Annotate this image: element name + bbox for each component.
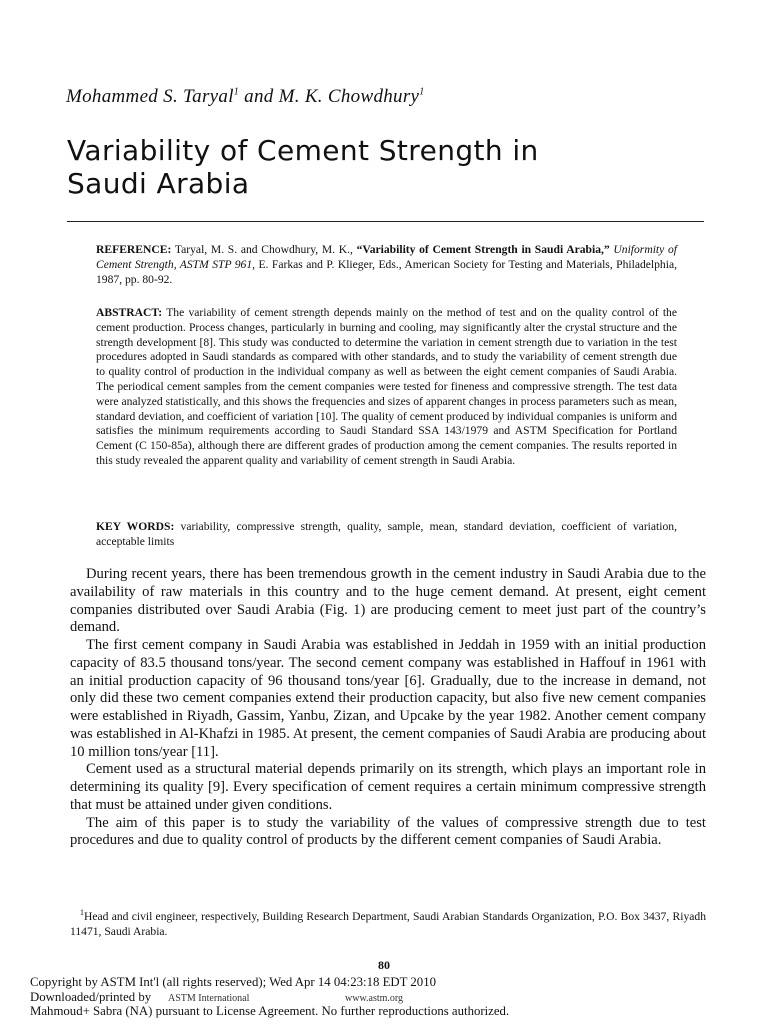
body-text bbox=[70, 566, 706, 850]
author-line bbox=[66, 86, 425, 108]
abstract-label: ABSTRACT: bbox=[96, 306, 163, 319]
reference-paper-title: “Variability of Cement Strength in Saudi Arabia,” bbox=[356, 243, 610, 256]
footnote-text: Head and civil engineer, respectively, Building Research Department, Saudi Arabian Standards Organization, P.O. Box 3437, Riyadh 11471, Saudi Arabia. bbox=[70, 910, 706, 938]
reference-block bbox=[96, 243, 677, 287]
title-rule bbox=[67, 221, 704, 222]
body-paragraph-4: The aim of this paper is to study the variability of the values of compressive strength due to test procedures and due to quality control of products by the different cement companies of Saudi Arabia. bbox=[70, 814, 706, 849]
reference-authors: Taryal, M. S. and Chowdhury, M. K., bbox=[171, 243, 357, 256]
author-1-footnote-mark: 1 bbox=[233, 86, 240, 98]
body-paragraph-3: Cement used as a structural material depends primarily on its strength, which plays an important role in determining its quality [9]. Every specification of cement requires a certain minimum compressive strength that must be attained under given conditions. bbox=[70, 761, 706, 813]
title-line-2: Saudi Arabia bbox=[67, 167, 250, 200]
page-number: 80 bbox=[378, 958, 390, 972]
author-2: M. K. Chowdhury bbox=[278, 86, 420, 107]
author-2-footnote-mark: 1 bbox=[419, 86, 425, 98]
keywords-label: KEY WORDS: bbox=[96, 520, 175, 533]
copyright-notice bbox=[30, 975, 509, 1019]
body-paragraph-1: During recent years, there has been tremendous growth in the cement industry in Saudi Arabia due to the availability of raw materials in this country and to the huge cement demand. At present, eight cement companies distributed over Saudi Arabia (Fig. 1) are producing cement to meet just part of the country’s demand. bbox=[70, 566, 706, 636]
abstract-text: The variability of cement strength depends mainly on the method of test and on the quality control of the cement production. Process changes, particularly in burning and cooling, may significantly alter the crystal structure and the strength development [8]. This study was conducted to determine the variation in cement strength due to variation in the test procedures adopted in Saudi standards as compared with other standards, and to study the variability of cement strength due to quality control of production in the individual company as well as between the eight cement companies of Saudi Arabia. The periodical cement samples from the cement companies were tested for fineness and compressive strength. The test data were analyzed statistically, and this shows the frequencies and sizes of apparent changes in process parameters such as mean, standard deviation, and coefficient of variation [10]. The quality of cement produced by individual companies is uniform and satisfies the minimum requirements according to Saudi Standard SSA 143/1979 and ASTM Specification for Portland Cement (C 150-85a), although there are different grades of production among the cement companies. The results reported in this study revealed the apparent quality and variability of cement strength in Saudi Arabia. bbox=[96, 306, 677, 467]
copyright-overlay-left: ASTM International bbox=[168, 993, 250, 1004]
author-1: Mohammed S. Taryal bbox=[66, 86, 234, 107]
copyright-overlay-right: www.astm.org bbox=[345, 993, 404, 1004]
copyright-line-3: Mahmoud+ Sabra (NA) pursuant to License Agreement. No further reproductions authorized. bbox=[30, 1004, 510, 1018]
footnote-mark: 1 bbox=[80, 908, 84, 918]
reference-label: REFERENCE: bbox=[96, 243, 172, 256]
reference-rest: E. Farkas and P. Klieger, Eds., American Society for Testing and Materials, Philadelphia, 1987, pp. 80-92. bbox=[96, 257, 677, 286]
keywords-block bbox=[96, 520, 677, 550]
abstract-block bbox=[96, 306, 677, 469]
author-separator: and bbox=[239, 86, 279, 107]
paper-title bbox=[67, 134, 539, 200]
keywords-text: variability, compressive strength, quality, sample, mean, standard deviation, coefficient of variation, acceptable limits bbox=[96, 520, 677, 548]
copyright-line-1: Copyright by ASTM Int'l (all rights reserved); Wed Apr 14 04:23:18 EDT 2010 bbox=[30, 975, 437, 989]
title-line-1: Variability of Cement Strength in bbox=[67, 134, 539, 167]
copyright-line-2: Downloaded/printed by bbox=[30, 989, 152, 1004]
reference-source: Uniformity of Cement Strength, ASTM STP 961, bbox=[96, 243, 677, 271]
footnote bbox=[70, 910, 706, 940]
body-paragraph-2: The first cement company in Saudi Arabia was established in Jeddah in 1959 with an initial production capacity of 83.5 thousand tons/year. The second cement company was established in Haffouf in 1961 with an initial production capacity of 96 thousand tons/year [6]. Gradually, due to the increase in demand, not only did these two cement companies extend their production capacity, but also five new cement companies were established in Riyadh, Gassim, Yanbu, Zizan, and Upcake by the year 1982. Another cement company was established in Al-Khafzi in 1985. At present, the cement companies of Saudi Arabia are producing about 10 million tons/year [11]. bbox=[70, 637, 706, 760]
